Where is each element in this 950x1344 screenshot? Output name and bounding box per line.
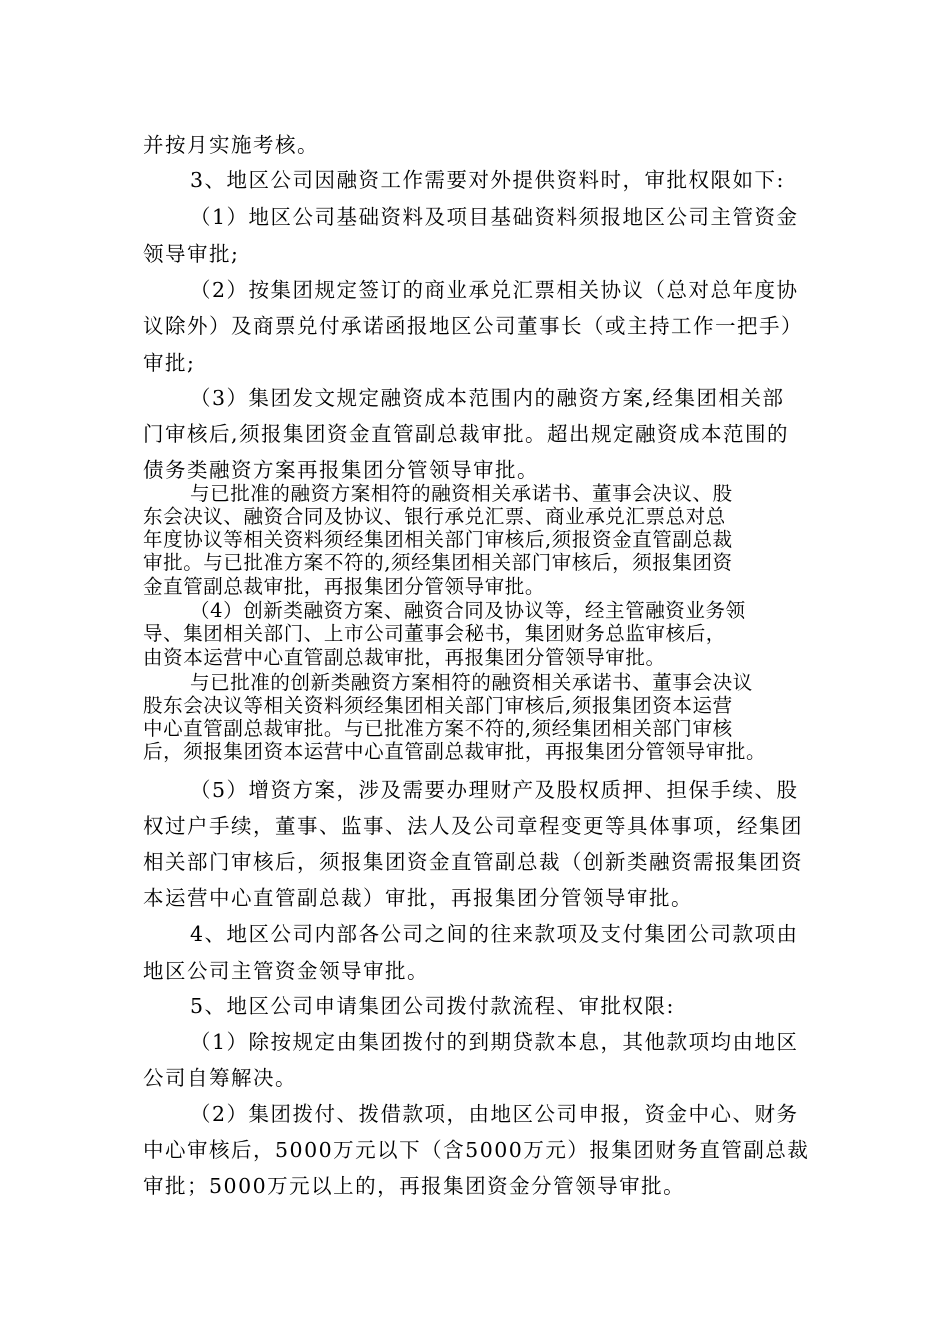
text-line: （4）创新类融资方案、融资合同及协议等，经主管融资业务领 <box>190 599 746 622</box>
text-line: 4、地区公司内部各公司之间的往来款项及支付集团公司款项由 <box>190 922 799 946</box>
text-line: 审批；5000万元以上的，再报集团资金分管领导审批。 <box>143 1174 686 1198</box>
text-line: （2）按集团规定签订的商业承兑汇票相关协议（总对总年度协 <box>190 278 799 302</box>
text-line: 后，须报集团资本运营中心直管副总裁审批，再报集团分管领导审批。 <box>143 740 767 763</box>
text-line: 议除外）及商票兑付承诺函报地区公司董事长（或主持工作一把手） <box>143 314 803 338</box>
text-line: 本运营中心直管副总裁）审批，再报集团分管领导审批。 <box>143 886 693 910</box>
text-line: 由资本运营中心直管副总裁审批，再报集团分管领导审批。 <box>143 646 666 669</box>
text-line: 3、地区公司因融资工作需要对外提供资料时，审批权限如下: <box>190 168 785 192</box>
text-line: 相关部门审核后，须报集团资金直管副总裁（创新类融资需报集团资 <box>143 850 803 874</box>
text-line: 审批。与已批准方案不符的,须经集团相关部门审核后，须报集团资 <box>143 551 733 574</box>
text-line: （3）集团发文规定融资成本范围内的融资方案,经集团相关部 <box>190 386 785 410</box>
text-line: 地区公司主管资金领导审批。 <box>143 959 429 983</box>
text-line: 门审核后,须报集团资金直管副总裁审批。超出规定融资成本范围的 <box>143 422 790 446</box>
text-line: 中心审核后，5000万元以下（含5000万元）报集团财务直管副总裁 <box>143 1138 810 1162</box>
text-line: 5、地区公司申请集团公司拨付款流程、审批权限: <box>190 994 675 1018</box>
text-line: 东会决议、融资合同及协议、银行承兑汇票、商业承兑汇票总对总 <box>143 505 726 528</box>
text-line: 并按月实施考核。 <box>143 133 319 157</box>
text-line: 与已批准的创新类融资方案相符的融资相关承诺书、董事会决议 <box>190 671 753 694</box>
text-line: （1）地区公司基础资料及项目基础资料须报地区公司主管资金 <box>190 205 799 229</box>
text-line: 年度协议等相关资料须经集团相关部门审核后,须报资金直管副总裁 <box>143 528 733 551</box>
text-line: （5）增资方案，涉及需要办理财产及股权质押、担保手续、股 <box>190 778 799 802</box>
text-line: 公司自筹解决。 <box>143 1066 297 1090</box>
text-line: 审批; <box>143 351 196 375</box>
text-line: 金直管副总裁审批，再报集团分管领导审批。 <box>143 575 546 598</box>
text-line: 股东会决议等相关资料须经集团相关部门审核后,须报集团资本运营 <box>143 694 733 717</box>
text-line: 与已批准的融资方案相符的融资相关承诺书、董事会决议、股 <box>190 482 733 505</box>
text-line: 中心直管副总裁审批。与已批准方案不符的,须经集团相关部门审核 <box>143 717 733 740</box>
text-line: （2）集团拨付、拨借款项，由地区公司申报，资金中心、财务 <box>190 1102 799 1126</box>
text-line: 债务类融资方案再报集团分管领导审批。 <box>143 458 539 482</box>
text-line: 导、集团相关部门、上市公司董事会秘书，集团财务总监审核后， <box>143 622 726 645</box>
text-line: （1）除按规定由集团拨付的到期贷款本息，其他款项均由地区 <box>190 1030 799 1054</box>
text-line: 权过户手续，董事、监事、法人及公司章程变更等具体事项，经集团 <box>143 814 803 838</box>
text-line: 领导审批; <box>143 242 240 266</box>
